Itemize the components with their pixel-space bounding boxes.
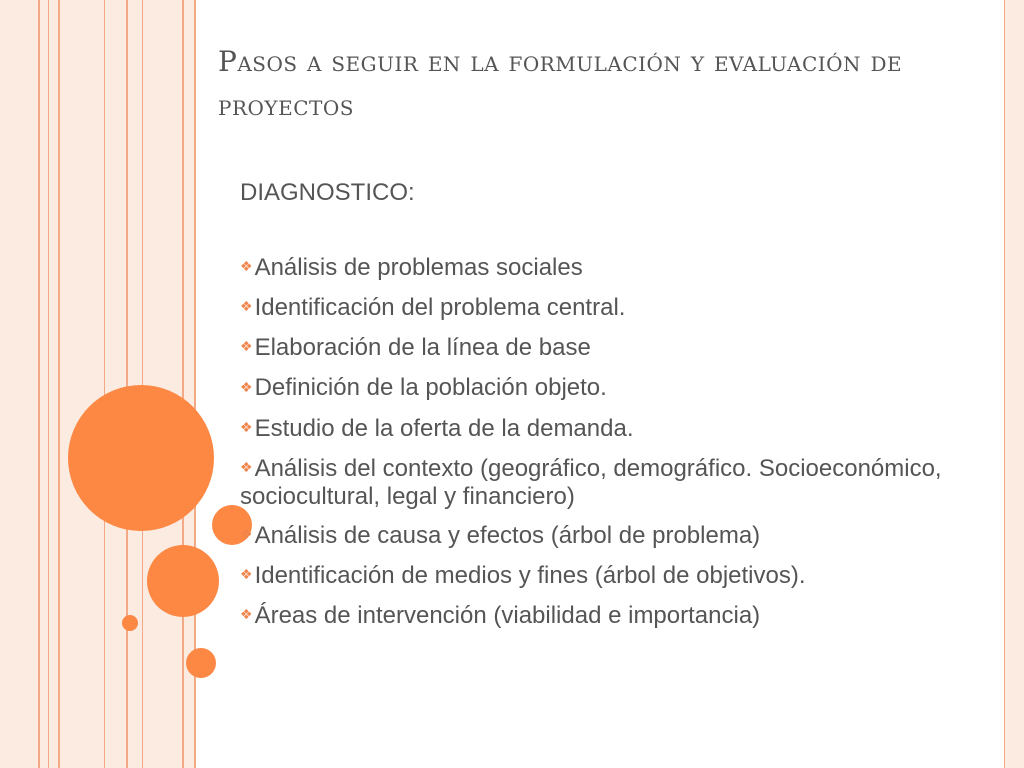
- list-item: ❖Elaboración de la línea de base: [240, 334, 591, 362]
- decorative-circle: [68, 385, 214, 531]
- diamond-bullet-icon: ❖: [240, 378, 253, 395]
- decorative-line: [182, 0, 184, 768]
- left-stripe-background: [0, 0, 196, 768]
- decorative-line: [142, 0, 143, 768]
- list-item: ❖Análisis de causa y efectos (árbol de problema): [240, 521, 761, 549]
- decorative-line: [58, 0, 60, 768]
- decorative-circle: [147, 545, 219, 617]
- diamond-bullet-icon: ❖: [240, 606, 253, 623]
- diamond-bullet-icon: ❖: [240, 566, 253, 583]
- list-item: ❖Análisis de problemas sociales: [240, 254, 583, 281]
- diamond-bullet-icon: ❖: [240, 458, 253, 475]
- list-item: ❖Identificación del problema central.: [240, 294, 626, 322]
- bullet-list: [240, 254, 960, 630]
- decorative-line: [1004, 0, 1005, 768]
- slide-title: Pasos a seguir en la formulación y evaluación de proyectos: [218, 45, 903, 122]
- list-item: ❖Identificación de medios y fines (árbol de objetivos).: [240, 562, 806, 590]
- decorative-circle: [122, 615, 138, 631]
- decorative-line: [126, 0, 128, 768]
- list-item: ❖Análisis del contexto (geográfico, demográfico. Socioeconómico, sociocultural, legal y financiero): [240, 454, 942, 510]
- list-item: ❖Áreas de intervención (viabilidad e importancia): [240, 602, 761, 630]
- list-item: ❖Estudio de la oferta de la demanda.: [240, 414, 634, 442]
- diamond-bullet-icon: ❖: [240, 526, 253, 543]
- slide-content: [240, 176, 960, 642]
- list-item: ❖Definición de la población objeto.: [240, 374, 607, 402]
- diamond-bullet-icon: ❖: [240, 338, 253, 355]
- right-band-background: [1004, 0, 1024, 768]
- section-heading: DIAGNOSTICO:: [240, 179, 415, 206]
- decorative-circle: [186, 648, 216, 678]
- decorative-line: [48, 0, 49, 768]
- decorative-line: [38, 0, 40, 768]
- diamond-bullet-icon: ❖: [240, 258, 253, 275]
- diamond-bullet-icon: ❖: [240, 298, 253, 315]
- decorative-line: [104, 0, 105, 768]
- diamond-bullet-icon: ❖: [240, 418, 253, 435]
